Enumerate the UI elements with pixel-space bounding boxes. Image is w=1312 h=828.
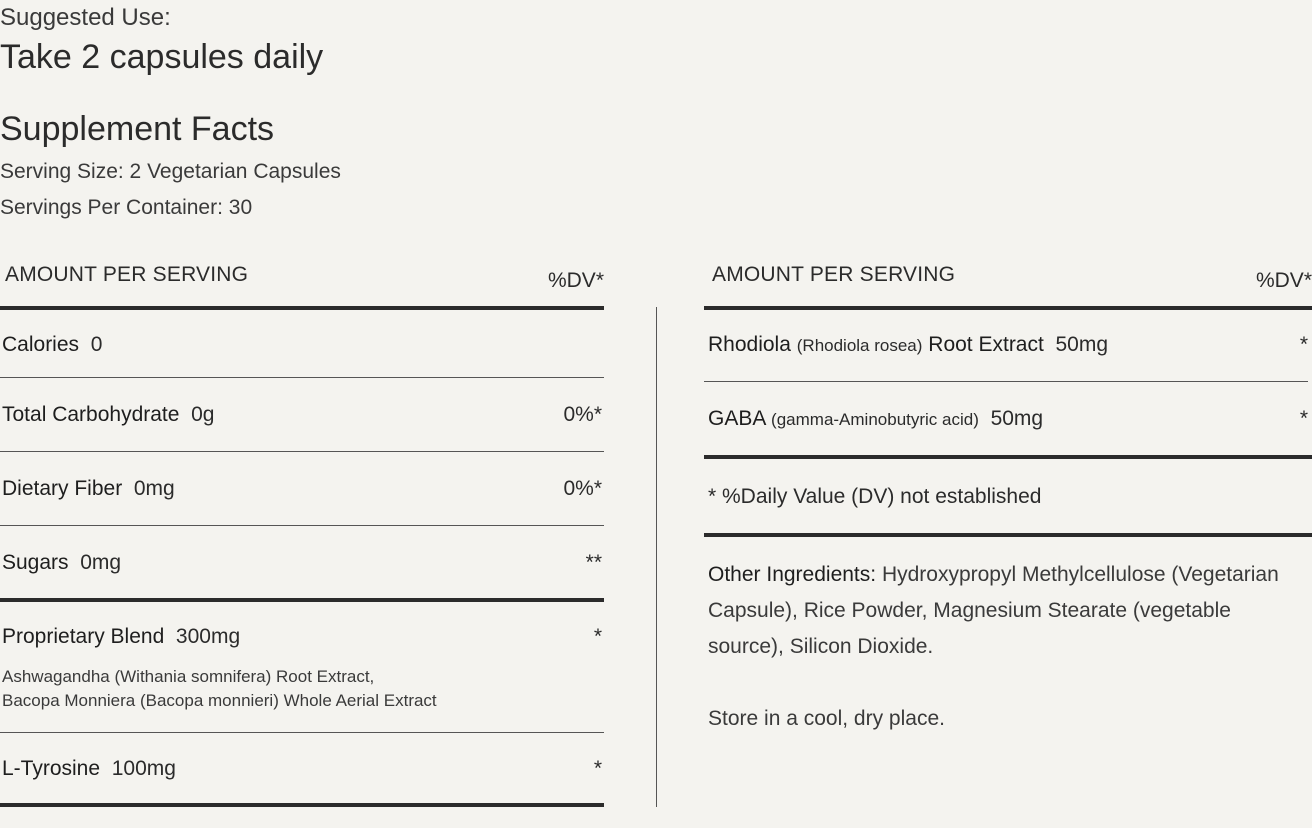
blend-amount: 300mg bbox=[175, 625, 241, 648]
row-divider bbox=[704, 381, 1308, 382]
section-rule bbox=[704, 455, 1312, 459]
gaba-dv: * bbox=[1299, 407, 1308, 430]
serving-size: Serving Size: 2 Vegetarian Capsules bbox=[0, 160, 341, 183]
dv-not-established-note: * %Daily Value (DV) not established bbox=[708, 485, 1042, 508]
sugars-dv: ** bbox=[585, 551, 602, 574]
column-divider bbox=[656, 307, 657, 807]
amount-per-serving-header: AMOUNT PER SERVING bbox=[5, 263, 249, 286]
row-gaba bbox=[708, 407, 1043, 431]
row-divider bbox=[0, 732, 604, 733]
carbs-amount: 0g bbox=[191, 403, 215, 426]
row-rhodiola bbox=[708, 333, 1108, 357]
section-rule bbox=[0, 598, 604, 602]
blend-name: Proprietary Blend bbox=[2, 625, 165, 648]
header-rule bbox=[704, 306, 1312, 310]
gaba-name: GABA bbox=[708, 407, 766, 430]
carbs-dv: 0%* bbox=[563, 403, 602, 426]
rhodiola-part: Root Extract bbox=[928, 333, 1044, 356]
servings-per-container: Servings Per Container: 30 bbox=[0, 196, 253, 219]
row-sugars bbox=[2, 551, 121, 575]
sugars-name: Sugars bbox=[2, 551, 69, 574]
other-ingredients-text: Hydroxypropyl Methylcellulose (Vegetarian Capsule), Rice Powder, Magnesium Stearate (vegetable source), Silicon Dioxide. bbox=[708, 563, 1279, 658]
dv-header: %DV* bbox=[1255, 269, 1312, 292]
header-rule bbox=[0, 306, 604, 310]
suggested-use-value: Take 2 capsules daily bbox=[0, 38, 324, 76]
fiber-dv: 0%* bbox=[563, 477, 602, 500]
storage-instructions: Store in a cool, dry place. bbox=[708, 707, 945, 730]
supplement-facts-title: Supplement Facts bbox=[0, 110, 275, 148]
blend-ingredient-line: Ashwagandha (Withania somnifera) Root Extract, bbox=[2, 667, 375, 686]
other-ingredients bbox=[708, 557, 1308, 665]
row-divider bbox=[0, 525, 604, 526]
row-total-carbohydrate bbox=[2, 403, 214, 427]
blend-ingredient-line: Bacopa Monniera (Bacopa monnieri) Whole Aerial Extract bbox=[2, 691, 437, 710]
suggested-use-label: Suggested Use: bbox=[0, 4, 171, 31]
bottom-rule bbox=[0, 803, 604, 807]
row-calories bbox=[2, 333, 102, 357]
blend-dv: * bbox=[593, 625, 602, 648]
rhodiola-scientific-name: (Rhodiola rosea) bbox=[796, 336, 923, 355]
carbs-name: Total Carbohydrate bbox=[2, 403, 180, 426]
tyrosine-dv: * bbox=[593, 757, 602, 780]
tyrosine-name: L-Tyrosine bbox=[2, 757, 101, 780]
gaba-amount: 50mg bbox=[990, 407, 1044, 430]
row-divider bbox=[0, 451, 604, 452]
fiber-amount: 0mg bbox=[133, 477, 175, 500]
amount-per-serving-header: AMOUNT PER SERVING bbox=[712, 263, 956, 286]
rhodiola-name: Rhodiola bbox=[708, 333, 791, 356]
other-ingredients-label: Other Ingredients: bbox=[708, 563, 877, 586]
tyrosine-amount: 100mg bbox=[111, 757, 176, 780]
row-l-tyrosine bbox=[2, 757, 176, 781]
rhodiola-dv: * bbox=[1299, 333, 1308, 356]
gaba-scientific-name: (gamma-Aminobutyric acid) bbox=[771, 410, 979, 429]
row-dietary-fiber bbox=[2, 477, 175, 501]
facts-table-left bbox=[0, 0, 604, 828]
row-divider bbox=[0, 377, 604, 378]
sugars-amount: 0mg bbox=[80, 551, 122, 574]
facts-table-right bbox=[704, 0, 1312, 828]
blend-ingredients bbox=[2, 665, 437, 713]
calories-name: Calories bbox=[2, 333, 80, 356]
section-rule bbox=[704, 533, 1312, 537]
fiber-name: Dietary Fiber bbox=[2, 477, 123, 500]
dv-header: %DV* bbox=[547, 269, 604, 292]
row-proprietary-blend bbox=[2, 625, 240, 649]
rhodiola-amount: 50mg bbox=[1055, 333, 1109, 356]
calories-amount: 0 bbox=[90, 333, 103, 356]
